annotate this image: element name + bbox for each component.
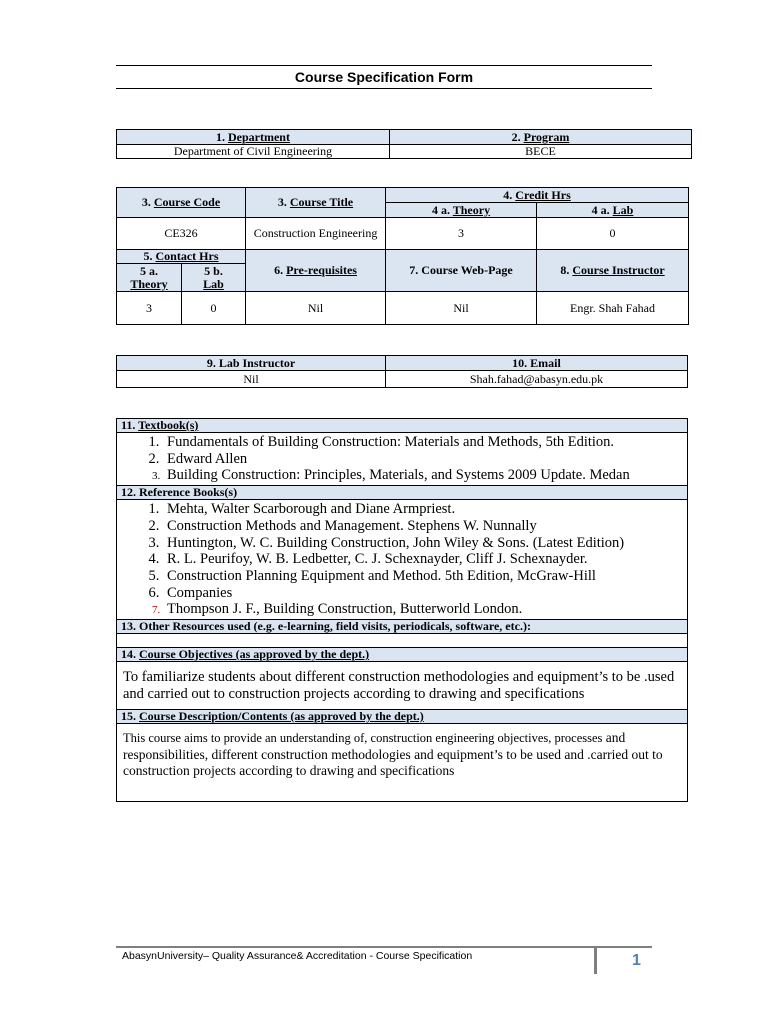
reference-books-list (117, 501, 687, 618)
textbooks-list (117, 434, 687, 484)
department-table (116, 129, 692, 159)
course-instructor-header: 8. Course Instructor (537, 250, 689, 292)
title-bottom-rule (116, 88, 652, 89)
textbooks-header: 11. Textbook(s) (117, 419, 688, 433)
contact-theory-header: 5 a. Theory (117, 264, 182, 292)
prerequisites-header: 6. Pre-requisites (246, 250, 386, 292)
page-number: 1 (632, 952, 641, 969)
title-top-rule (116, 65, 652, 66)
reference-item: 2. Construction Methods and Management. Stephens W. Nunnally (163, 518, 687, 535)
program-value: BECE (390, 145, 692, 159)
course-title-value: Construction Engineering (246, 218, 386, 250)
department-header: 1. Department (117, 130, 390, 145)
textbook-item: 2. Edward Allen (163, 451, 687, 468)
other-resources-header: 13. Other Resources used (e.g. e-learning, field visits, periodicals, software, etc.): (117, 620, 688, 634)
course-description-text: This course aims to provide an understanding of, construction engineering objectives, processes and responsibilities, different construction methodologies and equipment’s to be used and .carried out to construction projects according to drawing and specifications (117, 724, 688, 802)
course-instructor-value: Engr. Shah Fahad (537, 292, 689, 325)
credit-hrs-header: 4. Credit Hrs (386, 188, 689, 203)
reference-item: 7. Thompson J. F., Building Construction, Butterworld London. (163, 601, 687, 618)
course-objectives-header: 14. Course Objectives (as approved by the dept.) (117, 648, 688, 662)
textbooks-list-cell (117, 433, 688, 486)
reference-books-header: 12. Reference Books(s) (117, 486, 688, 500)
page-title: Course Specification Form (294, 69, 474, 85)
credit-lab-value: 0 (537, 218, 689, 250)
reference-item: 1. Mehta, Walter Scarborough and Diane Armpriest. (163, 501, 687, 518)
prerequisites-value: Nil (246, 292, 386, 325)
credit-theory-value: 3 (386, 218, 537, 250)
footer-text: AbasynUniversity– Quality Assurance& Accreditation - Course Specification (122, 950, 473, 962)
lab-instructor-value: Nil (117, 371, 386, 388)
department-value: Department of Civil Engineering (117, 145, 390, 159)
course-webpage-header: 7. Course Web-Page (386, 250, 537, 292)
email-value: Shah.fahad@abasyn.edu.pk (386, 371, 688, 388)
course-objectives-text: To familiarize students about different construction methodologies and equipment’s to be .used and carried out to construction projects according to drawing and specifications (117, 662, 688, 710)
reference-item: 3. Huntington, W. C. Building Construction, John Wiley & Sons. (Latest Edition) (163, 535, 687, 552)
course-webpage-value: Nil (386, 292, 537, 325)
reference-books-list-cell (117, 500, 688, 620)
footer-divider (594, 948, 597, 974)
contact-lab-value: 0 (182, 292, 246, 325)
course-table (116, 187, 689, 325)
reference-item: 4. R. L. Peurifoy, W. B. Ledbetter, C. J. Schexnayder, Cliff J. Schexnayder. (163, 551, 687, 568)
course-code-value: CE326 (117, 218, 246, 250)
credit-theory-header: 4 a. Theory (386, 203, 537, 218)
lab-instructor-header: 9. Lab Instructor (117, 356, 386, 371)
footer-rule (116, 946, 652, 948)
course-description-header: 15. Course Description/Contents (as approved by the dept.) (117, 710, 688, 724)
course-title-header: 3. Course Title (246, 188, 386, 218)
course-code-header: 3. Course Code (117, 188, 246, 218)
contact-lab-header: 5 b. Lab (182, 264, 246, 292)
email-header: 10. Email (386, 356, 688, 371)
program-header: 2. Program (390, 130, 692, 145)
textbook-item: 1. Fundamentals of Building Construction: Materials and Methods, 5th Edition. (163, 434, 687, 451)
course-content-table (116, 418, 688, 802)
other-resources-value (117, 634, 688, 648)
contact-theory-value: 3 (117, 292, 182, 325)
reference-item: 5. Construction Planning Equipment and Method. 5th Edition, McGraw-Hill (163, 568, 687, 585)
textbook-item: 3. Building Construction: Principles, Materials, and Systems 2009 Update. Medan (163, 467, 687, 484)
contact-hrs-header: 5. Contact Hrs (117, 250, 246, 264)
reference-item: 6. Companies (163, 585, 687, 602)
credit-lab-header: 4 a. Lab (537, 203, 689, 218)
lab-table (116, 355, 688, 388)
